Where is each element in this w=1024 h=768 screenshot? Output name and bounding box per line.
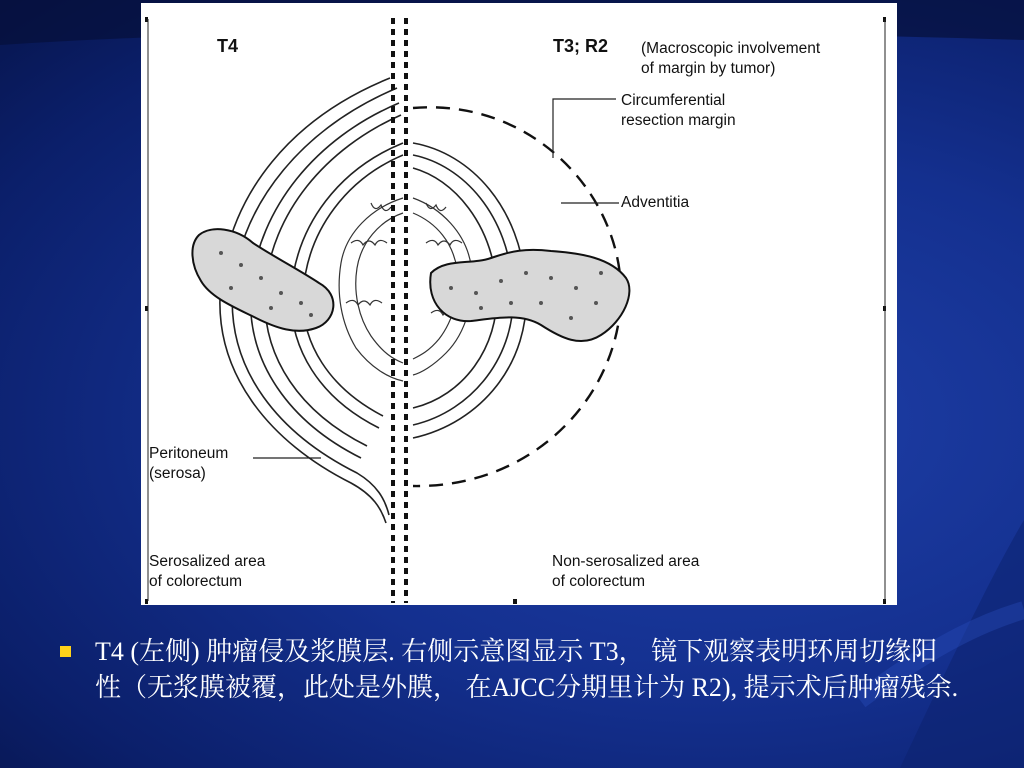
bullet-square-icon xyxy=(60,646,71,657)
label-serosalized-line1: Serosalized area xyxy=(149,553,266,570)
right-heading: T3; R2 xyxy=(553,36,609,56)
label-circumferential-line1: Circumferential xyxy=(621,92,726,109)
right-heading-note-line1: (Macroscopic involvement xyxy=(641,40,821,57)
label-peritoneum-line2: (serosa) xyxy=(149,465,206,482)
slide-caption xyxy=(60,634,960,706)
label-peritoneum-line1: Peritoneum xyxy=(149,445,229,462)
label-serosalized-line2: of colorectum xyxy=(149,573,243,590)
left-heading: T4 xyxy=(217,36,239,56)
caption-text: T4 (左侧) 肿瘤侵及浆膜层. 右侧示意图显示 T3， 镜下观察表明环周切缘阳性（无浆膜被覆，此处是外膜， 在AJCC分期里计为 R2), 提示术后肿瘤残余. xyxy=(95,637,959,702)
label-nonserosalized-line2: of colorectum xyxy=(552,573,646,590)
cross-section-illustration xyxy=(141,3,897,605)
label-adventitia: Adventitia xyxy=(621,194,690,211)
colorectal-cross-section-figure xyxy=(141,3,897,605)
right-heading-note-line2: of margin by tumor) xyxy=(641,60,776,77)
label-circumferential-line2: resection margin xyxy=(621,112,736,129)
label-nonserosalized-line1: Non-serosalized area xyxy=(552,553,700,570)
